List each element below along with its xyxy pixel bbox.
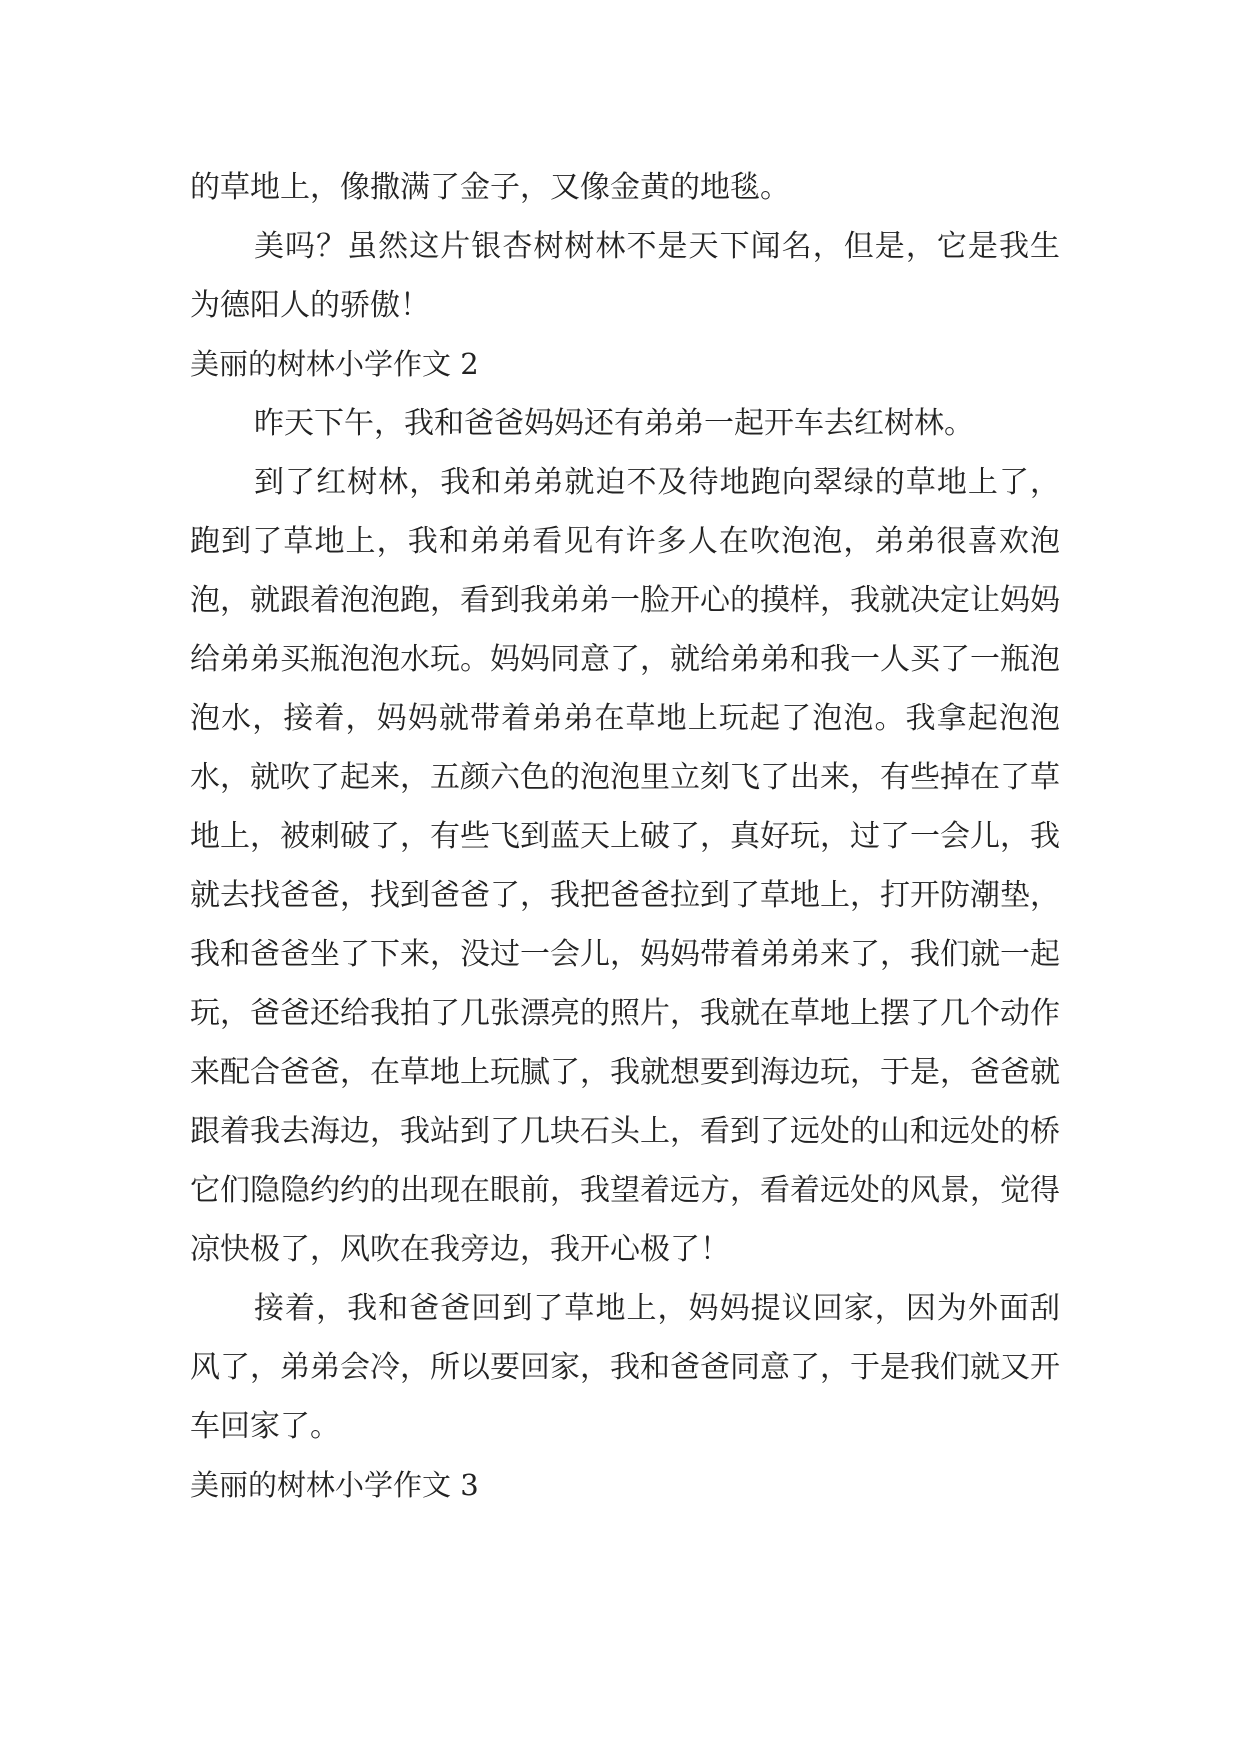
paragraph-continuation: 的草地上，像撒满了金子，又像金黄的地毯。 <box>190 170 790 205</box>
essay-heading-2: 美丽的树林小学作文 2 <box>190 347 479 381</box>
paragraph-yesterday: 昨天下午，我和爸爸妈妈还有弟弟一起开车去红树林。 <box>254 406 974 441</box>
paragraph-going-home: 接着，我和爸爸回到了草地上，妈妈提议回家，因为外面刮风了，弟弟会冷，所以要回家，我和爸爸同意了，于是我们就又开车回家了。 <box>190 1291 1060 1444</box>
paragraph-mangrove-day: 到了红树林，我和弟弟就迫不及待地跑向翠绿的草地上了，跑到了草地上，我和弟弟看见有许多人在吹泡泡，弟弟很喜欢泡泡，就跟着泡泡跑，看到我弟弟一脸开心的摸样，我就决定让妈妈给弟弟买瓶泡泡水玩。妈妈同意了，就给弟弟和我一人买了一瓶泡泡水，接着，妈妈就带着弟弟在草地上玩起了泡泡。我拿起泡泡水，就吹了起来，五颜六色的泡泡里立刻飞了出来，有些掉在了草地上，被刺破了，有些飞到蓝天上破了，真好玩，过了一会儿，我就去找爸爸，找到爸爸了，我把爸爸拉到了草地上，打开防潮垫，我和爸爸坐了下来，没过一会儿，妈妈带着弟弟来了，我们就一起玩，爸爸还给我拍了几张漂亮的照片，我就在草地上摆了几个动作来配合爸爸，在草地上玩腻了，我就想要到海边玩，于是，爸爸就跟着我去海边，我站到了几块石头上，看到了远处的山和远处的桥它们隐隐约约的出现在眼前，我望着远方，看着远处的风景，觉得凉快极了，风吹在我旁边，我开心极了！ <box>190 465 1060 1267</box>
document-body <box>190 158 1060 1515</box>
essay-heading-3: 美丽的树林小学作文 3 <box>190 1468 479 1502</box>
paragraph-ginkgo-pride: 美吗？虽然这片银杏树树林不是天下闻名，但是，它是我生为德阳人的骄傲！ <box>190 229 1060 323</box>
